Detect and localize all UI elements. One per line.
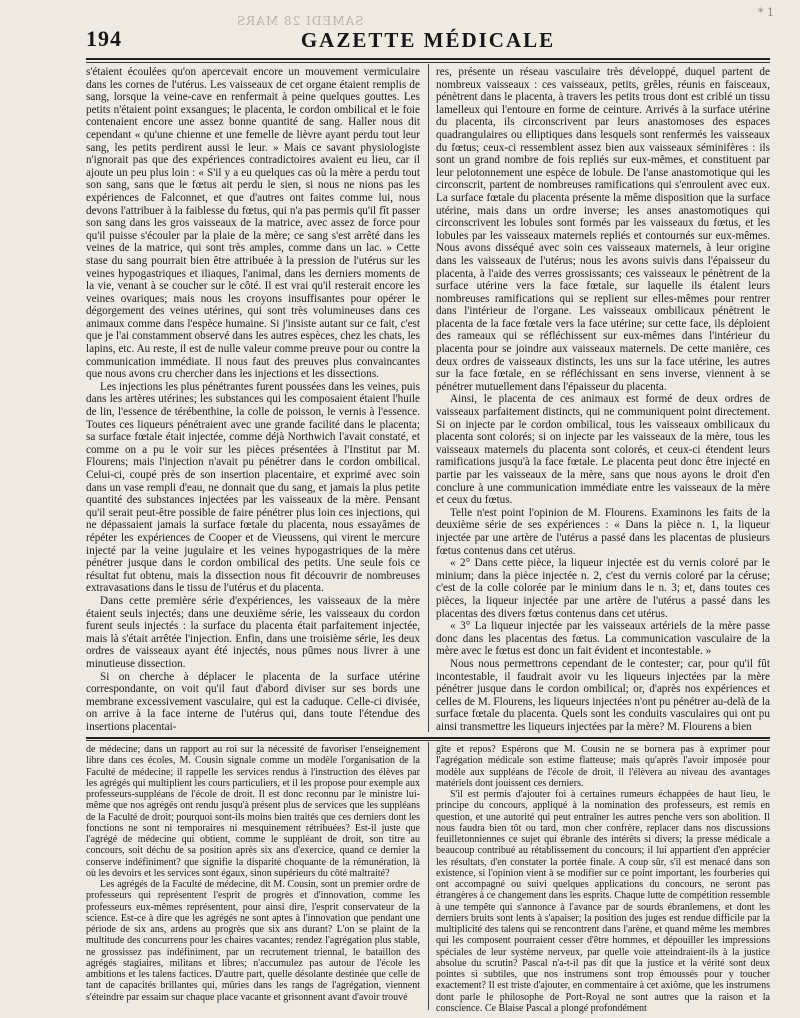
corner-mark: * 1: [758, 6, 774, 19]
feuilleton-paragraph: gîte et repos? Espérons que M. Cousin ne se bornera pas à exprimer pour l'agrégation médicale son estime flatteuse; mais qu'après l'avoir imposée pour modèle aux suppléans de l'école de droit, il l'élèvera au niveau des avantages matériels dont jouissent ces derniers.: [436, 744, 770, 789]
journal-title: GAZETTE MÉDICALE: [300, 28, 556, 52]
feuilleton-paragraph: de médecine; dans un rapport au roi sur la nécessité de favoriser l'enseignement libre dans ces écoles, M. Cousin signale comme un modèle l'organisation de la Faculté de médecine; il rappelle les services rendus à l'instruction des élèves par les agrégés qui multiplient les cours particuliers, et il les propose pour exemple aux professeurs-suppléans de l'école de droit. Il est donc reconnu par le ministre lui-même que nos agrégés ont rendu jusqu'à présent plus de services que les suppléans de la Faculté de droit; pourquoi sont-ils moins bien traités que ces derniers dont les fonctions ne sont ni temporaires ni mesquinement rétribuées? Est-il juste que l'agrégé de médecine qui obtient, comme le suppléant de droit, son titre au concours, soit déchu de sa position après six ans d'exercice, quand ce dernier la conserve indéfiniment? que signifie la disparité choquante de la rémunération, là où les devoirs et les services sont égaux, sinon supérieurs du côté maltraité?: [86, 744, 420, 879]
feuilleton-rule: [86, 737, 770, 739]
column-divider: [428, 64, 429, 732]
article-paragraph: « 2° Dans cette pièce, la liqueur injectée est du vernis coloré par le minium; dans la pièce injectée n. 2, c'est du vernis coloré par la céruse; c'est de la colle colorée par le minium dans le n. 3; et, dans toutes ces pièces, la liqueur injectée par une artère de l'utérus a passé dans les placentas des divers fœtus contenus dans cet utérus.: [436, 557, 770, 620]
feuilleton-rule-thin: [86, 740, 770, 741]
article-paragraph: « 3° La liqueur injectée par les vaisseaux artériels de la mère passe donc dans les placentas des fœtus. La communication vasculaire de la mère avec le fœtus est donc un fait évident et incontestable. »: [436, 620, 770, 658]
page-number: 194: [86, 26, 122, 51]
article-paragraph: Les injections les plus pénétrantes furent poussées dans les veines, puis dans les artères utérines; les substances qui les composaient étaient l'huile de lin, l'essence de térébenthine, la colle de poisson, le vernis à l'essence. Toutes ces liqueurs pénétraient avec une grande facilité dans le placenta; sa surface fœtale était injectée, comme déjà Northwich l'avait constaté, et comme on a pu le voir sur les pièces présentées à l'Institut par M. Flourens; mais l'injection n'avait pu pénétrer dans le cordon ombilical. Celui-ci, coupé près de son insertion placentaire, et exprimé avec soin dans un vase rempli d'eau, ne donnait que du sang, et jamais la plus petite quantité des substances injectées par les vaisseaux de la mère. Pensant qu'il serait peut-être possible de faire pénétrer plus loin ces injections, qui ne dépassaient jamais la surface fœtale du placenta, nous essayâmes de répéter les expériences de Cooper et de Vieussens, qui virent le mercure injecté par la veine jugulaire et les veines hypogastriques de la mère pénétrer jusque dans le cordon ombilical des petits. Une seule fois ce résultat fut obtenu, mais la dissection nous fit découvrir de nombreuses extravasations dans le tissu de l'utérus et du placenta.: [86, 380, 420, 595]
feuilleton-left-column: [86, 744, 420, 1003]
article-paragraph: Ainsi, le placenta de ces animaux est formé de deux ordres de vaisseaux parfaitement distincts, qui ne communiquent point directement. Si on injecte par le cordon ombilical, tous les vaisseaux ombilicaux du placenta sont colorés; si on injecte par les vaisseaux de la mère, tous les vaisseaux maternels du placenta sont colorés, et ceux-ci étendent leurs ramifications jusqu'à la face fœtale. Le placenta peut donc être injecté en partie par les vaisseaux de la mère, sans que nous ayons le droit d'en conclure à une communication immédiate entre les vaisseaux de la mère et ceux du fœtus.: [436, 393, 770, 507]
article-paragraph: s'étaient écoulées qu'on apercevait encore un mouvement vermiculaire dans les cornes de l'utérus. Les vaisseaux de cet organe étaient remplis de sang, lorsque la veine-cave en renfermait à peine quelques gouttes. Les petits n'étaient point exsangues; le placenta, le cordon ombilical et le foie contenaient encore une assez bonne quantité de sang. Haller nous dit cependant « qu'une chienne et une femelle de lièvre ayant perdu tout leur sang, les petits perdirent aussi le leur. » Mais ce savant physiologiste n'ignorait pas que des expériences contradictoires avaient eu lieu, car il ajoute un peu plus loin : « S'il y a eu quelques cas où la mère a perdu tout son sang, sans que le fœtus ait perdu le sien, si nous ne nions pas les expériences de Falconnet, et que d'autres ont faites comme lui, nous devons l'attribuer à la faiblesse du fœtus, qui n'a pas permis qu'il fît passer son sang dans les gros vaisseaux de la matrice, avec assez de force pour qu'il puisse s'écouler par la plaie de la mère; ce sang s'est arrêté dans les veines de la matrice, qui sont très amples, comme dans un lac. » Cette stase du sang pourrait bien être attribuée à la pression de l'utérus sur les veines hypogastriques et iliaques, l'animal, dans les derniers moments de la vie, venant à se coucher sur le côté. Il est vrai qu'il resterait encore les veines ovariques; mais nous les croyons insuffisantes pour opérer le dégorgement des veines utérines, qui sont très volumineuses dans ces animaux comme dans l'espèce humaine. Si j'insiste autant sur ce fait, c'est que je l'ai constamment observé dans les autres espèces, chez les chats, les lapins, etc. Au reste, il est de nulle valeur comme preuve pour ou contre la communication immédiate. Il nous faut des preuves plus convaincantes que nous avons cru chercher dans les injections et les dissections.: [86, 66, 420, 381]
article-paragraph: Si on cherche à déplacer le placenta de la surface utérine correspondante, on voit qu'il faut d'abord diviser sur ses bords une membrane excessivement vasculaire, qui est la caduque. Celle-ci divisée, on arrive à la face interne de l'utérus qui, dans toute l'étendue des insertions placentai-: [86, 670, 420, 733]
article-paragraph: res, présente un réseau vasculaire très développé, duquel partent de nombreux vaisseaux : ces vaisseaux, petits, grêles, réunis en faisceaux, pénètrent dans le placenta, à travers les petits trous dont est criblé un tissu lamelleux qui l'entoure en forme de ceinture. Arrivés à la surface utérine du placenta, ils circonscrivent par leurs anastomoses des espaces quadrangulaires ou elliptiques dans lesquels sont renfermés les vaisseaux du fœtus; ceux-ci ressemblent assez bien aux vaisseaux séminifères : ils sont un grand nombre de fois repliés sur eux-mêmes, et constituent par leur pelotonnement une espèce de lobule. De l'anse anastomotique qui les circonscrit, partent de nombreuses ramifications qui s'enroulent avec eux. La surface fœtale du placenta présente la même disposition que la surface utérine, mais dans un ordre inverse; les anses anastomotiques qui circonscrivent les lobules sont formés par les vaisseaux du fœtus, et les lobules par les vaisseaux maternels repliés et contournés sur eux-mêmes. Nous avons disséqué avec soin ces vaisseaux maternels, à leur origine dans les vaisseaux de l'utérus; nous les avons suivis dans l'épaisseur du placenta, à l'aide des verres grossissants; ces vaisseaux le pénètrent de la surface utérine vers la face fœtale, sur laquelle ils étalent leurs nombreuses ramifications qui se replient sur elles-mêmes pour rentrer dans l'intérieur de l'organe. Les vaisseaux ombilicaux pénètrent le placenta de la face fœtale vers la face utérine; sur cette face, ils déploient des rameaux qui se réfléchissent sur eux-mêmes dans l'intérieur du placenta pour se joindre aux vaisseaux maternels. De cette manière, ces deux ordres de vaisseaux distincts, les uns sur la face utérine, les autres sur la face fœtale, en se réfléchissant en sens inverse, viennent à se pénétrer mutuellement dans l'épaisseur du placenta.: [436, 66, 770, 393]
feuilleton-paragraph: Les agrégés de la Faculté de médecine, dit M. Cousin, sont un premier ordre de professeurs qui représentent l'esprit de progrès et d'innovation, comme les professeurs eux-mêmes représentent, pour ainsi dire, l'esprit conservateur de la science. Est-ce à dire que les agrégés ne sont aptes à l'innovation que pendant une période de six ans, ardens au progrès que six ans durant? L'on se plaint de la multitude des concurrens pour les chaires vacantes; rendez l'agrégation plus stable, ne grossissez pas indéfiniment, par un recrutement triennal, le bataillon des agrégés stagiaires, militans et libres; n'accumulez pas autour de l'école les ambitions et les talens factices. D'autre part, quelle désolante destinée que celle de tant de capacités brillantes qui, mûries dans les rangs de l'agrégation, viennent s'éteindre par essaim sur chaque place vacante et grisonnent avant d'avoir trouvé: [86, 879, 420, 1003]
bleed-through-text: SAMEDI 28 MARS: [236, 14, 364, 28]
page-header: [86, 12, 770, 52]
feuilleton-paragraph: S'il est permis d'ajouter foi à certaines rumeurs échappées de haut lieu, le principe du concours, appliqué à la nomination des professeurs, est remis en question, et une autorité qui peut entraîner les autres penche vers son abolition. Il nous faudra bien tôt ou tard, mon cher confrère, replacer dans nos discussions feuilletonniennes ce sujet qui ébranle des intérêts si divers; la presse médicale a beaucoup contribué au rétablissement du concours; il lui appartient d'en apprécier les résultats, d'en constater la portée finale. A coup sûr, s'il est menacé dans son existence, si l'opinion vient à se modifier sur ce point important, les fourberies qui ont accompagné ou suivi quelques applications du concours, ne seront pas étrangères à ce changement dans les esprits. Chaque lutte de compétition ressemble à une tempête qui s'annonce à l'avance par de sourds ébranlemens, et dont les derniers bruits sont lents à s'apaiser; la position des juges est rendue difficile par la multiplicité des talens qui se rencontrent dans l'arène, et quand même les membres qui les composent pourraient cesser d'être hommes, et dépouiller les impressions spéciales de leur système nerveux, par quelle voie atteindraient-ils à la justice absolue du scrutin? Pascal n'a-t-il pas dit que la justice et la vérité sont deux pointes si subtiles, que nos instrumens sont trop émoussés pour y toucher exactement? Il est triste d'ajouter, en commentaire à cet axiôme, que les instrumens dont parle le philosophe de Port-Royal ne sont autres que la raison et la conscience. Ce Blaise Pascal a plongé profondément: [436, 789, 770, 1014]
article-paragraph: Telle n'est point l'opinion de M. Flourens. Examinons les faits de la deuxième série de ses expériences : « Dans la pièce n. 1, la liqueur injectée par une artère de l'utérus a passé dans les placentas de plusieurs fœtus contenus dans cet utérus.: [436, 506, 770, 557]
article-paragraph: Dans cette première série d'expériences, les vaisseaux de la mère étaient seuls injectés; dans une deuxième série, les vaisseaux du cordon furent seuls injectés : la surface du placenta était parfaitement injectée, mais là s'était arrêtée l'injection. Enfin, dans une troisième série, les deux ordres de vaisseaux ayant été injectés, nous pûmes nous livrer à une minutieuse dissection.: [86, 594, 420, 670]
article-paragraph: Nous nous permettrons cependant de le contester; car, pour qu'il fût incontestable, il faudrait avoir vu les liqueurs injectées par la mère pénétrer jusque dans le cordon ombilical; or, d'après nos expériences et celles de M. Flourens, les liqueurs injectées n'ont pu pénétrer au-delà de la surface fœtale du placenta. Quels sont les conduits vasculaires qui ont pu ainsi transmettre les liqueurs injectées par la mère? M. Flourens a bien: [436, 657, 770, 733]
feuilleton-right-column: [436, 744, 770, 1014]
article-left-column: [86, 66, 420, 733]
article-right-column: [436, 66, 770, 733]
column-divider: [428, 742, 429, 1010]
header-rule-thin: [86, 62, 770, 63]
header-rule: [86, 58, 770, 60]
